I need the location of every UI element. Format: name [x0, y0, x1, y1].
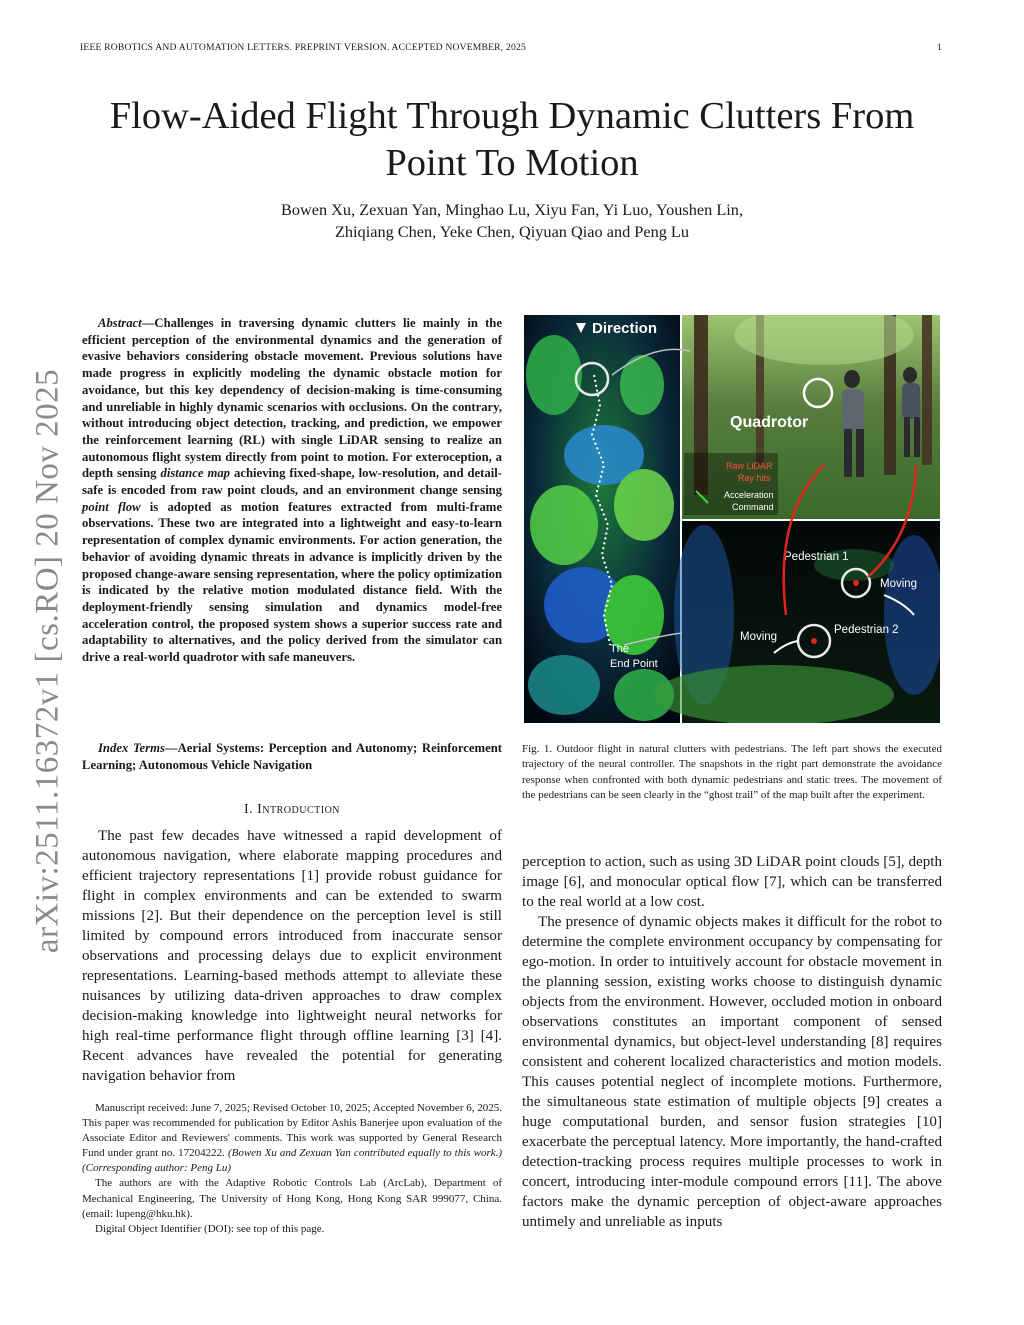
label-moving-2: Moving: [740, 631, 778, 643]
index-terms-lead: Index Terms: [98, 741, 165, 755]
abstract-text: —Challenges in traversing dynamic clutters lie mainly in the efficient perception of the environmental dynamics and the generation of evasive behaviors considering obstacle movement. Previous solutions have made progress in explicitly modeling the dynamic obstacle motion for avoidance, but this key dependency of decision-making is time-consuming and unreliable in highly dynamic scenarios with occlusions. On the contrary, without introducing object detection, tracking, and prediction, we empower the reinforcement learning (RL) with single LiDAR sensing to realize an autonomous flight system directly from point to motion. For exteroception, a depth sensing: [82, 316, 502, 481]
label-moving-1: Moving: [880, 578, 918, 590]
abstract-lead: Abstract: [98, 316, 142, 330]
intro-right-paragraph-1: perception to action, such as using 3D LiDAR point clouds [5], depth image [6], and monocular optical flow [7], which can be transferred to the real world at a low cost.: [522, 854, 942, 910]
label-direction: Direction: [592, 320, 658, 337]
abstract-term-point-flow: point flow: [82, 499, 141, 514]
authors-line-1: Bowen Xu, Zexuan Yan, Minghao Lu, Xiyu Fan, Yi Luo, Youshen Lin,: [280, 200, 744, 219]
footnote-affiliation: The authors are with the Adaptive Robotic Controls Lab (ArcLab), Department of Mechanical Engineering, The University of Hong Kong, Hong Kong SAR 999077, China. (email: lupeng@hku.hk).: [82, 1177, 502, 1220]
title-line-2: Point To Motion: [385, 142, 639, 184]
section-number: I.: [243, 802, 254, 817]
label-ray-hits: Ray hits: [738, 473, 771, 483]
running-head-text: IEEE ROBOTICS AND AUTOMATION LETTERS. PREPRINT VERSION. ACCEPTED NOVEMBER, 2025: [80, 42, 526, 53]
footnote: [82, 1101, 502, 1237]
label-pedestrian-2: Pedestrian 2: [834, 624, 899, 636]
label-acceleration: Acceleration: [724, 490, 774, 500]
label-quadrotor: Quadrotor: [730, 414, 809, 431]
author-list: [120, 199, 904, 243]
footnote-contribution: (Bowen Xu and Zexuan Yan contributed equally to this work.) (Corresponding author: Peng Lu): [82, 1147, 503, 1175]
authors-line-2: Zhiqiang Chen, Yeke Chen, Qiyuan Qiao and Peng Lu: [334, 222, 690, 241]
label-end-point: End Point: [610, 658, 658, 670]
intro-left-column: [82, 826, 502, 1086]
abstract: [82, 315, 502, 666]
abstract-text-3: is adopted as motion features extracted from multi-frame observations. These two are integrated into a lightweight and easy-to-learn representation of complex dynamic environments. For action generation, the behavior of avoiding dynamic threats in advance is implicitly driven by the proposed change-aware sensing representation, where the policy optimization is indicated by the relative motion modulated distance field. With the deployment-friendly sensing simulation and dynamics model-free acceleration control, the proposed system shows a superior success rate and adaptability to alternatives, and the policy derived from the simulator can drive a real-world quadrotor with safe maneuvers.: [82, 499, 502, 665]
arxiv-stamp: [29, 365, 66, 957]
running-head: [80, 42, 942, 53]
footnote-doi: Digital Object Identifier (DOI): see top of this page.: [95, 1222, 325, 1235]
label-the: The: [610, 643, 629, 655]
label-pedestrian-1: Pedestrian 1: [784, 551, 849, 563]
intro-right-paragraph-2: The presence of dynamic objects makes it difficult for the robot to determine the complete environment occupancy by compensating for ego-motion. In order to intuitively account for obstacle movement in the planning session, existing works choose to distinguish dynamic objects from the environment. However, occluded motion in onboard observations constitutes an important component of sensed environmental dynamics, but object-level understanding [8] requires consistent and coherent localized characteristics and motion models. This causes potential neglect of incomplete motions. Furthermore, the simultaneous state estimation of multiple objects [9] creates a huge computational burden, and sensor fusion strategies [10] exacerbate the perceptual latency. More importantly, the hand-crafted detection-tracking process requires multiple processes to work in concert, introducing inter-module compound errors [11]. The above factors make the dynamic perception of object-aware approaches untimely and unreliable as inputs: [522, 914, 942, 1230]
figure-1-image: [524, 315, 940, 723]
label-command: Command: [732, 502, 774, 512]
label-raw-lidar: Raw LiDAR: [726, 461, 773, 471]
arxiv-stamp-text: arXiv:2511.16372v1 [cs.RO] 20 Nov 2025: [29, 368, 66, 954]
intro-right-column: [522, 852, 942, 1232]
title-line-1: Flow-Aided Flight Through Dynamic Clutters From: [109, 95, 915, 137]
paper-title: [60, 93, 964, 187]
footnote-manuscript: Manuscript received: June 7, 2025; Revised October 10, 2025; Accepted November 6, 2025. This paper was recommended for publication by Editor Ashis Banerjee upon evaluation of the Associate Editor and Reviewers' comments. This work was supported by General Research Fund under grant no. 17204222.: [82, 1102, 502, 1160]
intro-paragraph-1: The past few decades have witnessed a rapid development of autonomous navigation, where elaborate mapping procedures and efficient trajectory representations [1] provide robust guidance for flight in complex environments and can be extended to swarm missions [2]. But their dependence on the perception level is still limited by compound errors introduced from inaccurate sensor observations and processing delays due to explicit environment representations. Learning-based methods attempt to alleviate these nuisances by utilizing data-driven approaches to draw complex decision-making knowledge into lightweight neural networks for high real-time performance flight through offline learning [3] [4]. Recent advances have revealed the potential for generating navigation behavior from: [82, 828, 502, 1084]
page-number: 1: [937, 42, 942, 53]
abstract-text-2: achieving fixed-shape, low-resolution, and detail-safe is encoded from raw point clouds, and an environment change sensing: [82, 466, 503, 498]
figure-1: [524, 315, 940, 723]
section-title: Introduction: [257, 802, 341, 817]
index-terms: [82, 740, 502, 773]
abstract-term-distance-map: distance map: [160, 466, 231, 481]
figure-caption: Fig. 1. Outdoor flight in natural clutters with pedestrians. The left part shows the executed trajectory of the neural controller. The snapshots in the right part demonstrate the avoidance response when confronted with both dynamic pedestrians and static trees. The movement of the pedestrians can be seen clearly in the “ghost trail” of the map built after the experiment.: [522, 743, 942, 801]
section-heading: [82, 802, 502, 818]
index-terms-text: —Aerial Systems: Perception and Autonomy; Reinforcement Learning; Autonomous Vehicle Navigation: [82, 741, 502, 772]
